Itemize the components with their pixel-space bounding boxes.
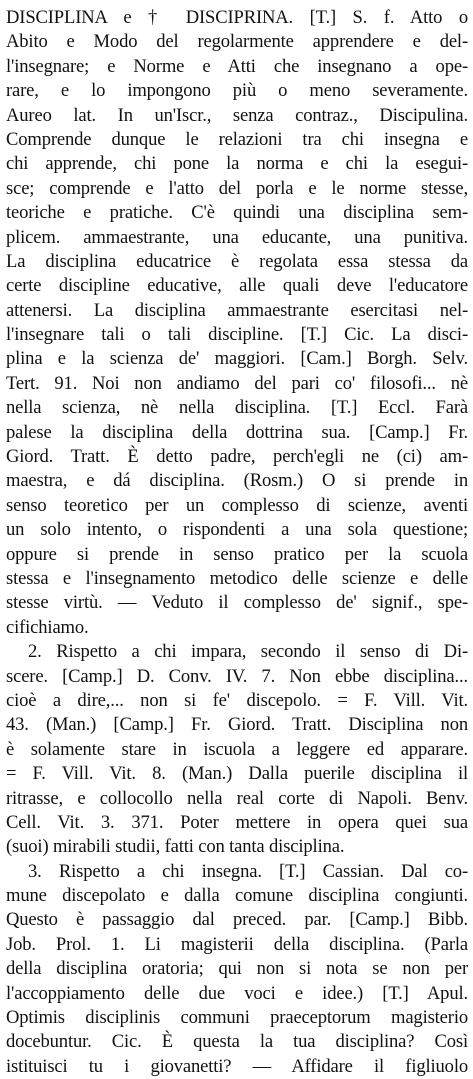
text-line: certe discipline educative, alle quali deve l'educatore	[6, 275, 468, 297]
text-line: chi apprende, chi pone la norma e chi la esegui-	[6, 153, 468, 175]
text-line: Questo è passaggio dal preced. par. [Camp.] Bibb.	[6, 909, 468, 931]
text-line: docebuntur. Cic. È questa la tua disciplina? Così	[6, 1031, 468, 1053]
text-line: Job. Prol. 1. Li magisterii della disciplina. (Parla	[6, 933, 468, 955]
text-line: sce; comprende e l'atto del porla e le norme stesse,	[6, 177, 468, 199]
text-line: Abito e Modo del regolarmente apprendere e del-	[6, 31, 468, 53]
text-line: stesse virtù. — Veduto il complesso de' signif., spe-	[6, 592, 468, 614]
text-line: stessa e l'insegnamento metodico delle scienze e delle	[6, 567, 468, 589]
text-line: Giord. Tratt. È detto padre, perch'egli ne (ci) am-	[6, 446, 468, 468]
text-line: attenersi. La disciplina ammaestrante esercitasi nel-	[6, 299, 468, 321]
text-line: mune discepolato e dalla comune disciplina congiunti.	[6, 885, 468, 907]
text-line: della disciplina oratoria; qui non si nota se non per	[6, 958, 468, 980]
text-line: un solo intento, o rispondenti a una sola questione;	[6, 519, 468, 541]
text-line: l'accoppiamento delle due voci e idee.) [T.] Apul.	[6, 982, 468, 1004]
text-line: nella scienza, nè nella disciplina. [T.] Eccl. Farà	[6, 397, 468, 419]
text-line: ritrasse, e collocollo nella real corte di Napoli. Benv.	[6, 787, 468, 809]
text-line: Optimis disciplinis communi praeceptorum magisterio	[6, 1007, 468, 1029]
text-line: senso teoretico per un complesso di scienze, aventi	[6, 494, 468, 516]
text-line: l'insegnare; e Norme e Atti che insegnano a ope-	[6, 55, 468, 77]
text-line: è solamente stare in iscuola a leggere ed apparare.	[6, 738, 468, 760]
text-line: (suoi) mirabili studii, fatti con tanta disciplina.	[6, 836, 345, 858]
text-line: = F. Vill. Vit. 8. (Man.) Dalla puerile disciplina il	[6, 763, 468, 785]
text-line: scere. [Camp.] D. Conv. IV. 7. Non ebbe disciplina...	[6, 665, 468, 687]
text-line: 43. (Man.) [Camp.] Fr. Giord. Tratt. Disciplina non	[6, 714, 468, 736]
text-line: palese la disciplina della dottrina sua. [Camp.] Fr.	[6, 421, 468, 443]
text-line: Comprende dunque le relazioni tra chi insegna e	[6, 128, 468, 150]
text-line: Tert. 91. Noi non andiamo del pari co' filosofi... nè	[6, 372, 468, 394]
text-line: La disciplina educatrice è regolata essa stessa da	[6, 250, 468, 272]
text-line: DISCIPLINA e † DISCIPRINA. [T.] S. f. Atto o	[6, 7, 468, 28]
text-line: rare, e lo impongono più o meno severamente.	[6, 80, 468, 102]
text-line: istituisci tu i giovanetti? — Affidare il figliuolo	[6, 1055, 468, 1077]
text-line: plicem. ammaestrante, una educante, una punitiva.	[6, 226, 468, 248]
text-line: 3. Rispetto a chi insegna. [T.] Cassian. Dal co-	[28, 860, 468, 882]
text-line: maestra, e dá disciplina. (Rosm.) O si prende in	[6, 470, 468, 492]
text-line: Aureo lat. In un'Iscr., senza contraz., Discipulina.	[6, 104, 468, 126]
text-line: teoriche e pratiche. C'è quindi una disciplina sem-	[6, 202, 468, 224]
text-line: oppure si prende in senso pratico per la scuola	[6, 543, 468, 565]
text-line: plina e la scienza de' maggiori. [Cam.] Borgh. Selv.	[6, 348, 468, 370]
text-line: 2. Rispetto a chi impara, secondo il senso di Di-	[28, 641, 468, 663]
text-line: cifichiamo.	[6, 616, 89, 638]
text-line: cioè a dire,... non si fe' discepolo. = F. Vill. Vit.	[6, 689, 468, 711]
dictionary-page	[6, 6, 468, 1077]
text-line: Cell. Vit. 3. 371. Poter mettere in opera quei sua	[6, 811, 468, 833]
text-line: l'insegnare tali o tali discipline. [T.] Cic. La disci-	[6, 324, 468, 346]
